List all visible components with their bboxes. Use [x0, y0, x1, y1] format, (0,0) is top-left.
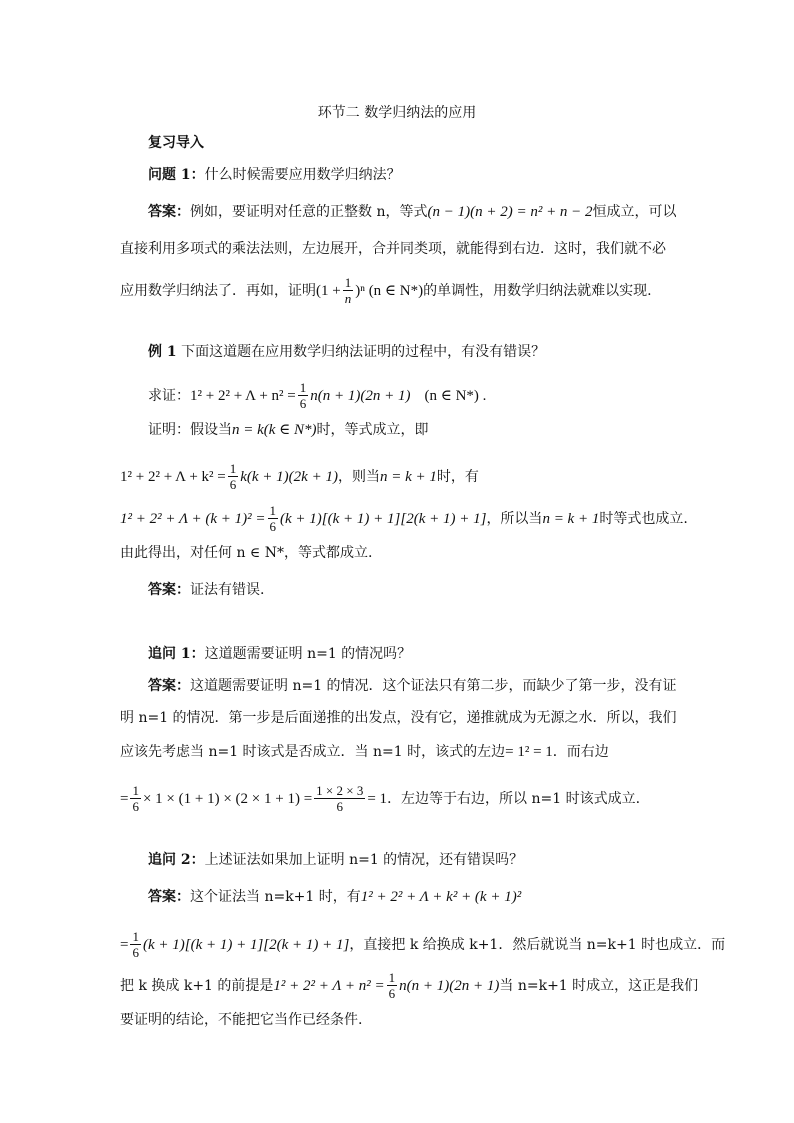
proof-line-2-text-b: 时，有: [436, 468, 479, 485]
followup-2: [148, 851, 523, 869]
fraction-numerator: 1: [388, 970, 396, 985]
fraction-denominator: 6: [299, 396, 307, 411]
followup-2-line-1-text: 这个证法当 n=k+1 时，有: [190, 889, 361, 905]
fraction-product-over-6: [314, 783, 365, 814]
fraction-denominator: 6: [229, 477, 237, 492]
example-1: [148, 343, 545, 361]
fraction-numerator: 1 × 2 × 3: [316, 783, 364, 798]
followup-2-line-1-eq: 1² + 2² + Λ + k² + (k + 1)²: [360, 889, 522, 905]
followup-2-answer-line-3: [120, 970, 698, 1001]
prove-eq-a: 1² + 2² + Λ + n² =: [190, 387, 296, 404]
fraction-1-over-n: [343, 275, 354, 306]
followup-1-answer-line-1: [148, 677, 677, 695]
followup-2-answer-line-2: [120, 929, 725, 960]
example-1-answer-label: 答案：: [148, 582, 190, 598]
followup-2-line-3-text-a: 把 k 换成 k+1 的前提是: [120, 977, 274, 994]
example-1-answer-text: 证法有错误.: [190, 582, 265, 598]
followup-1-label: 追问 1：: [148, 646, 205, 662]
proof-line-2: [120, 461, 479, 492]
followup-1-line-3-text-a: 应该先考虑当 n=1 时该式是否成立．当 n=1 时，该式的左边: [120, 744, 506, 760]
fraction-1-over-6: [228, 461, 239, 492]
proof-line-2-eq-b: k(k + 1)(2k + 1): [240, 468, 338, 485]
proof-line-2-text-a: ，则当: [337, 468, 380, 485]
proof-line-3: [120, 503, 688, 534]
fraction-numerator: 1: [229, 461, 237, 476]
followup-2-line-3-eq-b: n(n + 1)(2n + 1): [399, 977, 500, 994]
fraction-1-over-6: [387, 970, 398, 1001]
answer-1-line-1: [148, 203, 677, 221]
prove-eq-b: n(n + 1)(2n + 1): [310, 387, 411, 404]
example-1-statement: [148, 380, 486, 411]
followup-2-line-2-eq-a: =: [120, 936, 129, 953]
proof-line-3-eq-b: (k + 1)[(k + 1) + 1][2(k + 1) + 1]: [280, 510, 487, 527]
answer-1-equation: (n − 1)(n + 2) = n² + n − 2: [427, 204, 593, 220]
question-1: [148, 166, 401, 184]
followup-1-answer-line-2: 明 n=1 的情况．第一步是后面递推的出发点，没有它，递推就成为无源之水．所以，我们: [120, 710, 677, 726]
followup-1-text: 这道题需要证明 n=1 的情况吗？: [204, 646, 412, 662]
fraction-numerator: 1: [269, 503, 277, 518]
proof-line-4: 由此得出，对任何 n ∈ N*，等式都成立.: [120, 545, 373, 561]
followup-2-answer-line-4: 要证明的结论，不能把它当作已经条件.: [120, 1012, 363, 1028]
followup-1-line-3-text-b: ．而右边: [552, 744, 609, 760]
proof-line-2-eq-c: n = k + 1: [379, 468, 437, 485]
fraction-numerator: 1: [299, 380, 307, 395]
followup-1-line-3-eq: = 1² = 1: [505, 744, 553, 760]
followup-2-label: 追问 2：: [148, 852, 205, 868]
answer-1-line-3-eq-a: (1 +: [316, 282, 341, 299]
followup-1-answer-text: 这道题需要证明 n=1 的情况．这个证法只有第二步，而缺少了第一步，没有证: [190, 678, 677, 694]
followup-1-answer-line-3: [120, 743, 609, 761]
proof-line-3-text-a: ，所以当: [486, 510, 543, 527]
question-1-label: 问题 1：: [148, 167, 205, 183]
followup-1-line-4-eq-a: =: [120, 790, 129, 807]
proof-line-1: [148, 421, 429, 439]
proof-text-b: 时，等式成立，即: [316, 422, 429, 438]
followup-1-line-4-eq-b: × 1 × (1 + 1) × (2 × 1 + 1) =: [142, 790, 313, 807]
fraction-numerator: 1: [132, 783, 139, 798]
example-1-label: 例 1: [148, 344, 177, 360]
prove-label: 求证：: [148, 387, 190, 404]
followup-2-answer-line-1: [148, 888, 521, 906]
page-title: 环节二 数学归纳法的应用: [317, 105, 477, 121]
fraction-denominator: n: [344, 291, 352, 306]
answer-1-text-b: 恒成立，可以: [592, 204, 677, 220]
fraction-1-over-6: [268, 503, 279, 534]
answer-1-line-3-text-a: 应用数学归纳法了．再如，证明: [120, 282, 316, 299]
fraction-denominator: 6: [132, 945, 139, 960]
section-heading: 复习导入: [148, 135, 204, 151]
fraction-1-over-6: [130, 783, 141, 814]
followup-1-answer-line-4: [120, 783, 640, 814]
proof-line-3-eq-c: n = k + 1: [542, 510, 600, 527]
fraction-denominator: 6: [132, 799, 139, 814]
answer-1-line-3-text-b: 的单调性，用数学归纳法就难以实现.: [423, 282, 652, 299]
followup-2-text: 上述证法如果加上证明 n=1 的情况，还有错误吗？: [204, 852, 524, 868]
fraction-1-over-6: [130, 929, 141, 960]
proof-line-3-text-b: 时等式也成立.: [599, 510, 688, 527]
fraction-denominator: 6: [336, 799, 343, 814]
answer-1-label: 答案：: [148, 204, 190, 220]
answer-1-line-3: [120, 275, 652, 306]
fraction-denominator: 6: [269, 519, 277, 534]
followup-2-line-2-text: ，直接把 k 给换成 k+1．然后就说当 n=k+1 时也成立．而: [349, 936, 726, 953]
prove-condition: (n ∈ N*) .: [424, 387, 487, 404]
followup-1-line-4-text: ．左边等于右边，所以 n=1 时该式成立.: [387, 790, 641, 807]
answer-1-line-2: 直接利用多项式的乘法法则，左边展开，合并同类项，就能得到右边．这时，我们就不必: [120, 241, 666, 257]
fraction-numerator: 1: [344, 275, 352, 290]
question-1-text: 什么时候需要应用数学归纳法？: [204, 167, 401, 183]
proof-line-3-eq-a: 1² + 2² + Λ + (k + 1)² =: [120, 510, 266, 527]
answer-1-text-a: 例如，要证明对任意的正整数 n，等式: [190, 204, 428, 220]
followup-2-answer-label: 答案：: [148, 889, 190, 905]
proof-text-a: 证明：假设当: [148, 422, 232, 438]
followup-1: [148, 645, 411, 663]
example-1-text: 下面这道题在应用数学归纳法证明的过程中，有没有错误？: [181, 344, 546, 360]
proof-eq: n = k(k ∈ N*): [232, 422, 317, 438]
followup-2-line-3-eq-a: 1² + 2² + Λ + n² =: [273, 977, 385, 994]
fraction-1-over-6: [298, 380, 309, 411]
fraction-numerator: 1: [132, 929, 139, 944]
example-1-answer: [148, 581, 264, 599]
followup-1-answer-label: 答案：: [148, 678, 190, 694]
followup-2-line-3-text-b: 当 n=k+1 时成立，这正是我们: [499, 977, 699, 994]
proof-line-2-eq-a: 1² + 2² + Λ + k² =: [120, 468, 226, 485]
fraction-denominator: 6: [388, 986, 396, 1001]
followup-2-line-2-eq-b: (k + 1)[(k + 1) + 1][2(k + 1) + 1]: [142, 936, 350, 953]
answer-1-line-3-eq-b: )ⁿ (n ∈ N*): [355, 282, 424, 299]
followup-1-line-4-eq-c: = 1: [367, 790, 388, 807]
